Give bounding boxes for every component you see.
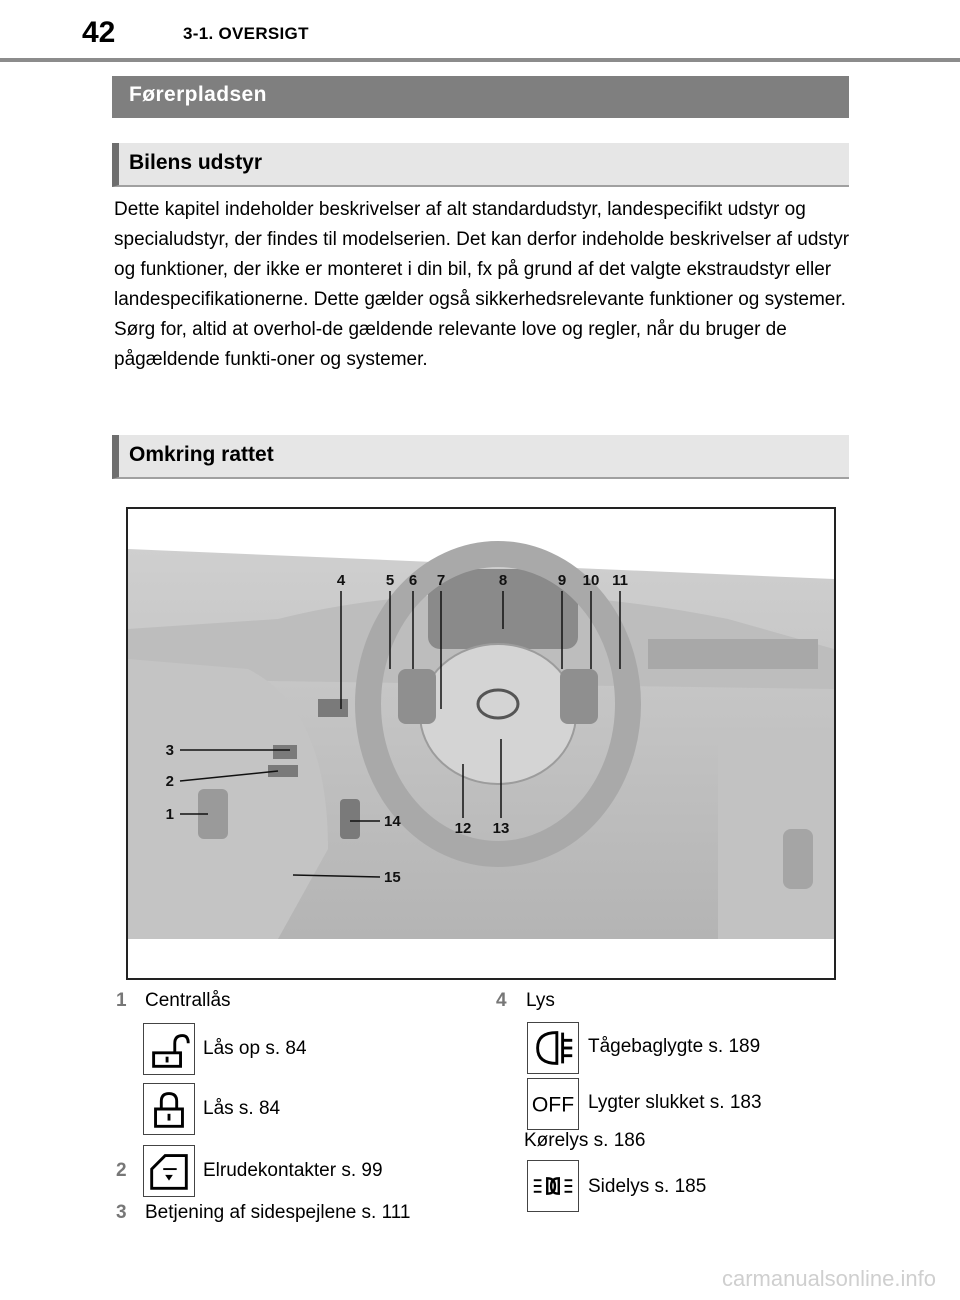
side-light-icon-box [527, 1160, 579, 1212]
legend-item-1-label: Centrallås [145, 990, 231, 1011]
rear-fog-light-icon [528, 1023, 578, 1073]
legend-item-4-label: Lys [526, 990, 555, 1011]
unlock-icon [144, 1024, 194, 1074]
mirror-switch [273, 745, 297, 759]
lock-icon [144, 1084, 194, 1134]
top-rule [0, 58, 960, 62]
callout-13: 13 [492, 820, 510, 837]
callout-8: 8 [498, 572, 508, 589]
callout-5: 5 [385, 572, 395, 589]
lock-text: Lås s. 84 [203, 1098, 281, 1119]
mirror-text: Betjening af sidespejlene s. 111 [145, 1202, 411, 1223]
callout-9: 9 [557, 572, 567, 589]
unlock-text: Lås op s. 84 [203, 1038, 307, 1059]
callout-3: 3 [165, 742, 174, 759]
light-switch [318, 699, 348, 717]
callout-15: 15 [384, 869, 401, 886]
window-switch-icon [144, 1146, 194, 1196]
center-console [718, 729, 834, 939]
callout-10: 10 [582, 572, 600, 589]
daytime-lights-text: Kørelys s. 186 [524, 1130, 646, 1151]
steering-wheel-hub [420, 644, 576, 784]
callout-6: 6 [408, 572, 418, 589]
banner-omkring-rattet: Omkring rattet [112, 435, 849, 479]
lights-off-text: Lygter slukket s. 183 [588, 1092, 762, 1113]
gear-knob [783, 829, 813, 889]
legend-item-3-number: 3 [116, 1202, 127, 1223]
section-label: 3-1. OVERSIGT [183, 24, 309, 43]
callout-11: 11 [612, 572, 628, 589]
watermark: carmanualsonline.info [721, 1266, 936, 1291]
legend-item-2-number: 2 [116, 1160, 127, 1181]
steering-area-figure [126, 507, 836, 980]
banner-bilens-udstyr: Bilens udstyr [112, 143, 849, 187]
callout-7: 7 [436, 572, 446, 589]
side-light-text: Sidelys s. 185 [588, 1176, 707, 1197]
off-icon: OFF [531, 1093, 575, 1117]
callout-1: 1 [165, 806, 174, 823]
callout-14: 14 [384, 813, 401, 830]
window-switch-text: Elrudekontakter s. 99 [203, 1160, 383, 1181]
side-light-icon [528, 1161, 578, 1211]
off-icon-box [527, 1078, 579, 1130]
unlock-icon-box [143, 1023, 195, 1075]
page-number: 42 [82, 16, 116, 49]
left-switch-pad [398, 669, 436, 724]
legend-item-4-number: 4 [496, 990, 507, 1011]
banner-forerpladsen: Førerpladsen [112, 76, 849, 118]
rear-fog-icon-box [527, 1022, 579, 1074]
callout-12: 12 [454, 820, 472, 837]
seat-adjust [340, 799, 360, 839]
lock-icon-box [143, 1083, 195, 1135]
window-switch-icon-box [143, 1145, 195, 1197]
callout-2: 2 [165, 773, 174, 790]
legend-item-1-number: 1 [116, 990, 127, 1011]
callout-4: 4 [336, 572, 346, 589]
right-switch-pad [560, 669, 598, 724]
cockpit-illustration [128, 509, 834, 978]
air-vent [648, 639, 818, 669]
intro-paragraph: Dette kapitel indeholder beskrivelser af alt standardudstyr, landespecifikt udstyr og specialudstyr, der findes til modelserien. Det kan derfor indeholde beskrivelser af udstyr og funktioner, der ikke er monteret i din bil, fx på grund af det valgte ekstraudstyr eller landespecifikationerne. Dette gælder også sikkerhedsrelevante funktioner og systemer. Sørg for, altid at overhol-de gældende relevante love og regler, når du bruger de pågældende funkti-oner og systemer. [114, 199, 850, 370]
rear-fog-text: Tågebaglygte s. 189 [588, 1036, 761, 1057]
